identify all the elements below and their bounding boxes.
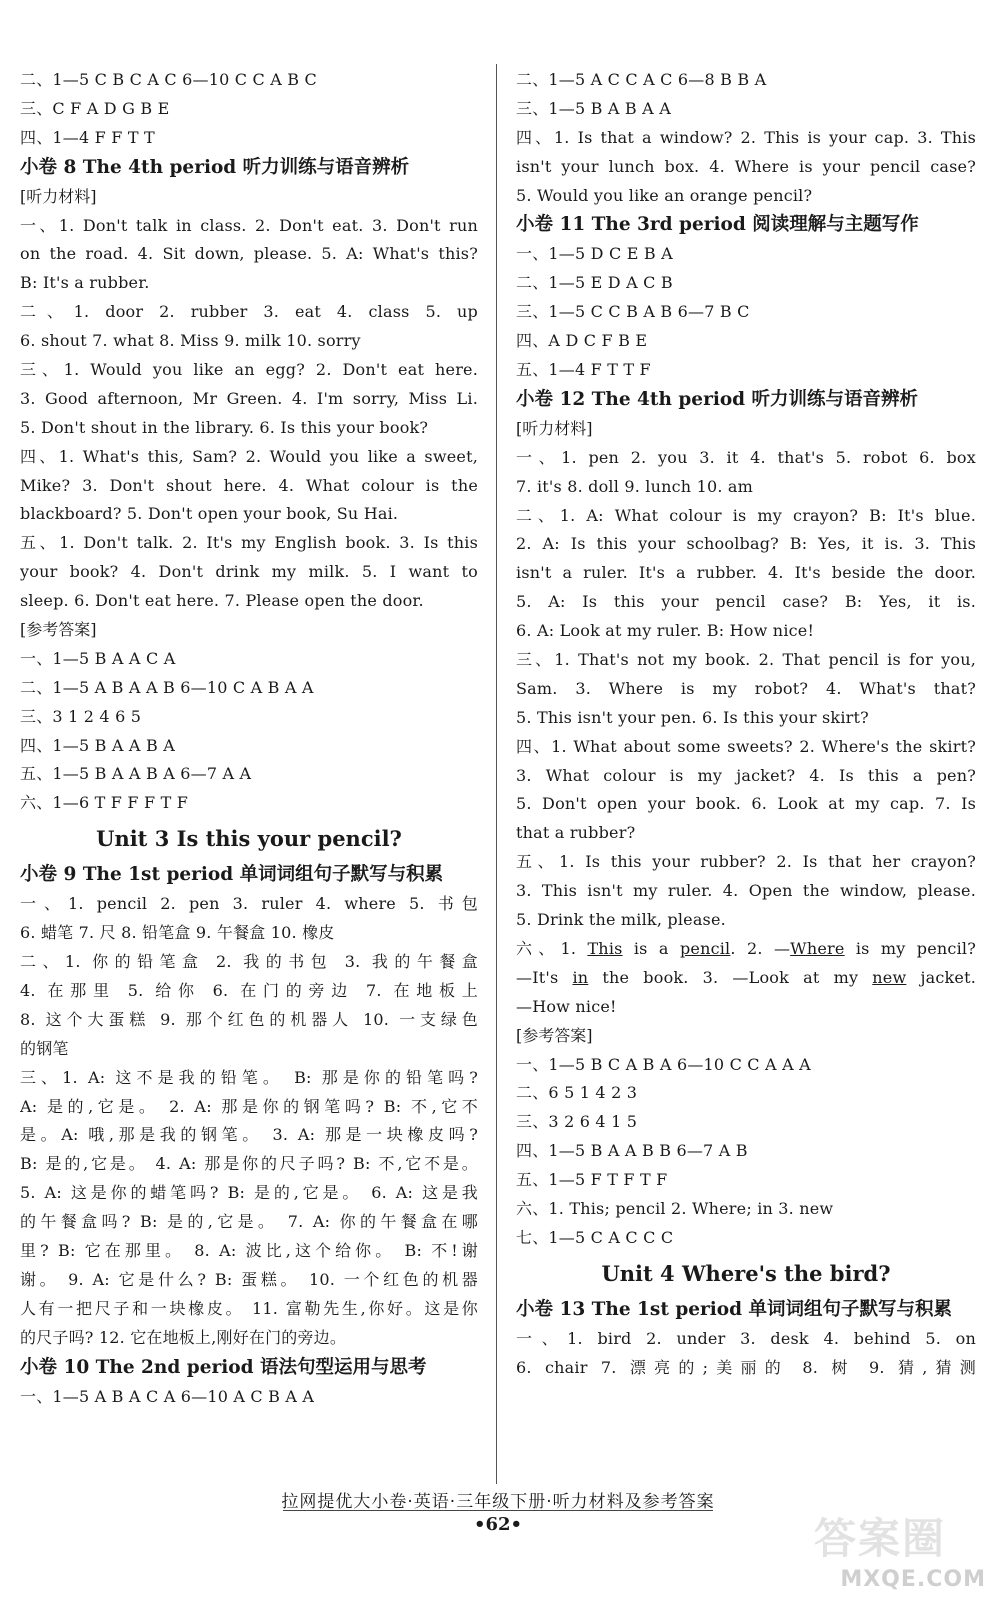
text-line: 二、1. 你的铅笔盒 2. 我的书包 3. 我的午餐盒 — [20, 952, 478, 972]
text-line: 的午餐盒吗? B: 是的,它是。 7. A: 你的午餐盒在哪 — [20, 1212, 478, 1232]
text-line: 四、1. Is that a window? 2. This is your cap. 3. This — [516, 127, 976, 147]
text-line: 2. A: Is this your schoolbag? B: Yes, it is. 3. This — [516, 534, 976, 554]
text-line: 五、1. Don't talk. 2. It's my English book. 3. Is this — [20, 533, 478, 553]
text-line: 3. Good afternoon, Mr Green. 4. I'm sorry, Miss Li. — [20, 388, 478, 408]
text-line: 一、1—5 A B A C A 6—10 A C B A A — [20, 1386, 315, 1406]
underlined-answer: This — [587, 938, 623, 958]
text-line: 5. Drink the milk, please. — [516, 910, 726, 930]
section-heading: 小卷 13 The 1st period 单词词组句子默写与积累 — [516, 1298, 953, 1320]
text-line: 四、1. What's this, Sam? 2. Would you like a sweet, — [20, 446, 478, 466]
text-line: 5. Don't open your book. 6. Look at my cap. 7. Is — [516, 794, 976, 814]
text-line: 5. This isn't your pen. 6. Is this your skirt? — [516, 707, 869, 727]
text-line: 一、1. pen 2. you 3. it 4. that's 5. robot 6. box — [516, 447, 976, 467]
section-tag: [听力材料] — [20, 186, 97, 206]
text-line: sleep. 6. Don't eat here. 7. Please open the door. — [20, 591, 424, 611]
text-line: 四、1. What about some sweets? 2. Where's the skirt? — [516, 736, 976, 756]
text-line: 五、1. Is this your rubber? 2. Is that her crayon? — [516, 852, 976, 872]
section-heading: 小卷 9 The 1st period 单词词组句子默写与积累 — [20, 864, 444, 886]
text-line: 五、1—5 B A A B A 6—7 A A — [20, 764, 252, 784]
text-line: 是。A: 哦,那是我的钢笔。 3. A: 那是一块橡皮吗? — [20, 1125, 478, 1145]
text-line: 七、1—5 C A C C C — [516, 1227, 674, 1247]
underlined-answer: pencil — [679, 938, 731, 958]
text-line: 6. chair 7. 漂亮的;美丽的 8. 树 9. 猜,猜测 — [516, 1357, 976, 1377]
text-line: 三、3 2 6 4 1 5 — [516, 1112, 638, 1132]
text-line: Mike? 3. Don't shout here. 4. What colour is the — [20, 475, 478, 495]
text-line: 6. A: Look at my ruler. B: How nice! — [516, 621, 815, 641]
text-line: blackboard? 5. Don't open your book, Su Hai. — [20, 504, 399, 524]
text-line: B: 是的,它是。 4. A: 那是你的尺子吗? B: 不,它不是。 — [20, 1154, 478, 1174]
text-line: isn't your lunch box. 4. Where is your pencil case? — [516, 156, 976, 176]
text-line: 三、1. Would you like an egg? 2. Don't eat here. — [20, 360, 478, 380]
text-line: 一、1. pencil 2. pen 3. ruler 4. where 5. 书包 — [20, 894, 478, 914]
watermark-site-text: MXQE.COM — [840, 1567, 986, 1592]
text-line: 四、A D C F B E — [516, 331, 648, 351]
text-line: 六、1—6 T F F F T F — [20, 793, 189, 813]
text-line: 三、1—5 C C B A B 6—7 B C — [516, 302, 750, 322]
watermark-logo — [808, 1502, 988, 1594]
footer-rule — [283, 1510, 713, 1511]
text-line: 里? B: 它在那里。 8. A: 波比,这个给你。 B: 不!谢 — [20, 1240, 478, 1260]
text-line: 四、1—5 B A A B A — [20, 735, 175, 755]
text-line: 五、1—4 F T T F — [516, 360, 651, 380]
text-line: A: 是的,它是。 2. A: 那是你的钢笔吗? B: 不,它不 — [20, 1096, 478, 1116]
section-heading: 小卷 11 The 3rd period 阅读理解与主题写作 — [516, 214, 919, 236]
text-line: 3. This isn't my ruler. 4. Open the window, please. — [516, 881, 976, 901]
text-line: 一、1. Don't talk in class. 2. Don't eat. 3. Don't run — [20, 215, 478, 235]
text-line: 3. What colour is my jacket? 4. Is this a pen? — [516, 765, 976, 785]
underlined-answer: new — [872, 967, 907, 987]
text-line: 五、1—5 F T F T F — [516, 1170, 668, 1190]
text-line: 一、1—5 D C E B A — [516, 244, 673, 264]
text-line: 二、1—5 A B A A B 6—10 C A B A A — [20, 677, 314, 697]
text-line: 人有一把尺子和一块橡皮。 11. 富勒先生,你好。这是你 — [20, 1298, 478, 1318]
text-line: 六、1. This is a pencil. 2. —Where is my pencil? — [516, 938, 976, 958]
column-divider — [496, 64, 497, 1484]
text-line: 谢。 9. A: 它是什么? B: 蛋糕。 10. 一个红色的机器 — [20, 1269, 478, 1289]
text-line: 一、1—5 B C A B A 6—10 C C A A A — [516, 1054, 811, 1074]
text-line: on the road. 4. Sit down, please. 5. A: What's this? — [20, 244, 478, 264]
text-line: 二、1. A: What colour is my crayon? B: It's blue. — [516, 505, 976, 525]
text-line: 5. A: 这是你的蜡笔吗? B: 是的,它是。 6. A: 这是我 — [20, 1183, 478, 1203]
text-line: 的尺子吗? 12. 它在地板上,刚好在门的旁边。 — [20, 1327, 347, 1347]
section-heading: 小卷 8 The 4th period 听力训练与语音辨析 — [20, 156, 410, 178]
right-column — [516, 66, 976, 1383]
underlined-answer: Where — [790, 938, 845, 958]
text-line: 二、1—5 C B C A C 6—10 C C A B C — [20, 70, 317, 89]
section-tag: [参考答案] — [516, 1025, 593, 1045]
text-line: 三、1. That's not my book. 2. That pencil is for you, — [516, 650, 976, 670]
text-line: 四、1—5 B A A B B 6—7 A B — [516, 1141, 748, 1161]
text-line: isn't a ruler. It's a rubber. 4. It's beside the door. — [516, 563, 976, 583]
watermark-logo-text: 答案圈 — [814, 1514, 947, 1563]
page-number: •62• — [473, 1514, 523, 1535]
text-line: Sam. 3. Where is my robot? 4. What's that? — [516, 678, 976, 698]
unit-title: Unit 4 Where's the bird? — [601, 1260, 891, 1286]
section-heading: 小卷 12 The 4th period 听力训练与语音辨析 — [516, 388, 919, 410]
text-line: 二、1—5 A C C A C 6—8 B B A — [516, 70, 767, 89]
text-line: 二、6 5 1 4 2 3 — [516, 1083, 638, 1103]
text-line: 三、3 1 2 4 6 5 — [20, 706, 142, 726]
text-line: —How nice! — [516, 996, 617, 1016]
section-tag: [听力材料] — [516, 418, 593, 438]
text-line: 6. 蜡笔 7. 尺 8. 铅笔盒 9. 午餐盒 10. 橡皮 — [20, 923, 335, 943]
text-line: that a rubber? — [516, 823, 636, 843]
left-column — [20, 66, 478, 1411]
text-line: 8. 这个大蛋糕 9. 那个红色的机器人 10. 一支绿色 — [20, 1009, 478, 1029]
text-line: 6. shout 7. what 8. Miss 9. milk 10. sorry — [20, 331, 361, 351]
footer-title: 拉网提优大小卷·英语·三年级下册·听力材料及参考答案 — [281, 1492, 715, 1512]
text-line: 三、C F A D G B E — [20, 98, 170, 118]
text-line: 7. it's 8. doll 9. lunch 10. am — [516, 476, 754, 496]
unit-title: Unit 3 Is this your pencil? — [96, 826, 402, 852]
text-line: 一、1. bird 2. under 3. desk 4. behind 5. on — [516, 1328, 976, 1348]
text-line: 三、1. A: 这不是我的铅笔。 B: 那是你的铅笔吗? — [20, 1067, 478, 1087]
text-line: —It's in the book. 3. —Look at my new jacket. — [516, 967, 976, 987]
text-line: 三、1—5 B A B A A — [516, 98, 671, 118]
text-line: 的钢笔 — [20, 1038, 69, 1058]
section-heading: 小卷 10 The 2nd period 语法句型运用与思考 — [20, 1356, 427, 1378]
text-line: 六、1. This; pencil 2. Where; in 3. new — [516, 1198, 834, 1218]
text-line: your book? 4. Don't drink my milk. 5. I want to — [20, 562, 478, 582]
text-line: 一、1—5 B A A C A — [20, 648, 176, 668]
text-line: 二、1—5 E D A C B — [516, 273, 673, 293]
text-line: 4. 在那里 5. 给你 6. 在门的旁边 7. 在地板上 — [20, 980, 478, 1000]
underlined-answer: in — [572, 967, 589, 987]
text-line: 5. A: Is this your pencil case? B: Yes, it is. — [516, 592, 976, 612]
text-line: B: It's a rubber. — [20, 273, 150, 293]
text-line: 二、1. door 2. rubber 3. eat 4. class 5. up — [20, 302, 478, 322]
section-tag: [参考答案] — [20, 620, 97, 640]
text-line: 5. Don't shout in the library. 6. Is this your book? — [20, 417, 429, 437]
text-line: 四、1—4 F F T T — [20, 127, 155, 147]
text-line: 5. Would you like an orange pencil? — [516, 185, 813, 205]
